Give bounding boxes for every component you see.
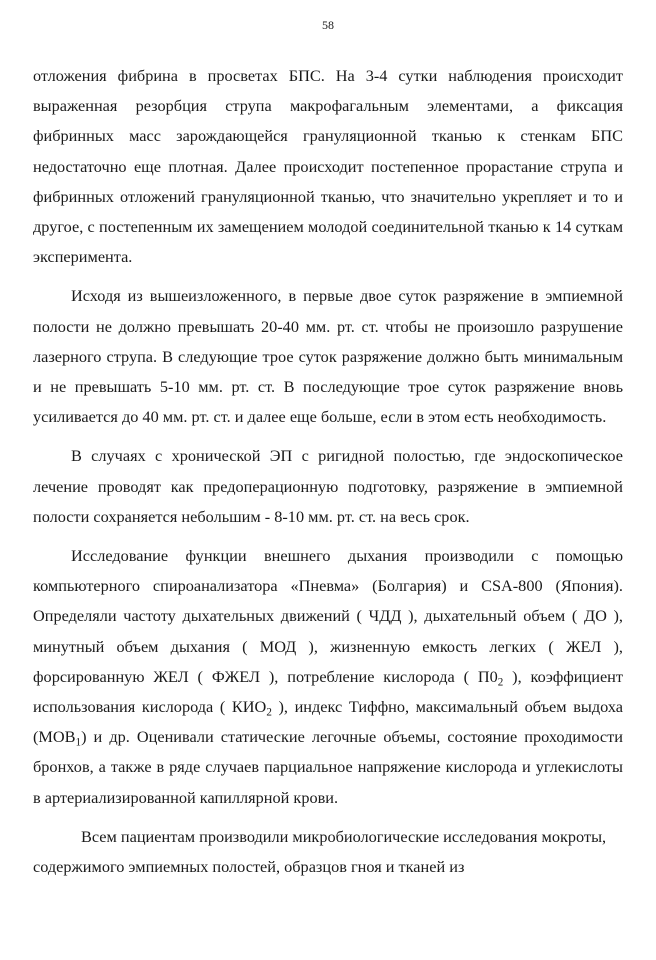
respiratory-text-part-4: ) и др. Оценивали статические легочные объемы, состояние проходимости бронхов, а также в ряде случаев парциальное напряжение кислорода и углекислоты в артериализированной капиллярной крови.	[33, 727, 623, 807]
respiratory-text-part-1: Исследование функции внешнего дыхания производили с помощью компьютерного спироанализатора «Пневма» (Болгария) и CSA-800 (Япония). Определяли частоту дыхательных движений ( ЧДД ), дыхательный объем ( ДО ), минутный объем дыхания ( МОД ), жизненную емкость легких ( ЖЕЛ ), форсированную ЖЕЛ ( ФЖЕЛ ), потребление кислорода ( П0	[33, 546, 623, 686]
paragraph-respiratory-function	[33, 541, 623, 813]
paragraph-vacuum-pressure: Исходя из вышеизложенного, в первые двое суток разряжение в эмпиемной полости не должно превышать 20-40 мм. рт. ст. чтобы не произошло разрушение лазерного струпа. В следующие трое суток разряжение должно быть минимальным и не превышать 5-10 мм. рт. ст. В последующие трое суток разряжение вновь усиливается до 40 мм. рт. ст. и далее еще больше, если в этом есть необходимость.	[33, 286, 623, 427]
document-body	[33, 61, 623, 891]
paragraph-microbiology: Всем пациентам производили микробиологические исследования мокроты, содержимого эмпиемных полостей, образцов гноя и тканей из	[33, 826, 607, 877]
page-number: 58	[322, 18, 334, 32]
subscript-po2: 2	[497, 676, 504, 689]
subscript-mov1: 1	[75, 736, 82, 749]
subscript-kio2: 2	[266, 706, 272, 719]
respiratory-text-part-3: ), индекс Тиффно, максимальный объем выдоха (МОВ	[33, 697, 623, 747]
paragraph-fibrin-deposits: отложения фибрина в просветах БПС. На 3-4 сутки наблюдения происходит выраженная резорбция струпа макрофагальным элементами, а фиксация фибринных масс зарождающейся грануляционной тканью к стенкам БПС недостаточно еще плотная. Далее происходит постепенное прорастание струпа и фибринных отложений грануляционной тканью, что значительно укрепляет и то и другое, с постепенным их замещением молодой соединительной тканью к 14 суткам эксперимента.	[33, 66, 623, 267]
respiratory-text-part-2: ), коэффициент использования кислорода ( КИО	[33, 666, 624, 717]
paragraph-chronic-empyema: В случаях с хронической ЭП с ригидной полостью, где эндоскопическое лечение проводят как предоперационную подготовку, разряжение в эмпиемной полости сохраняется небольшим - 8-10 мм. рт. ст. на весь срок.	[33, 446, 623, 526]
